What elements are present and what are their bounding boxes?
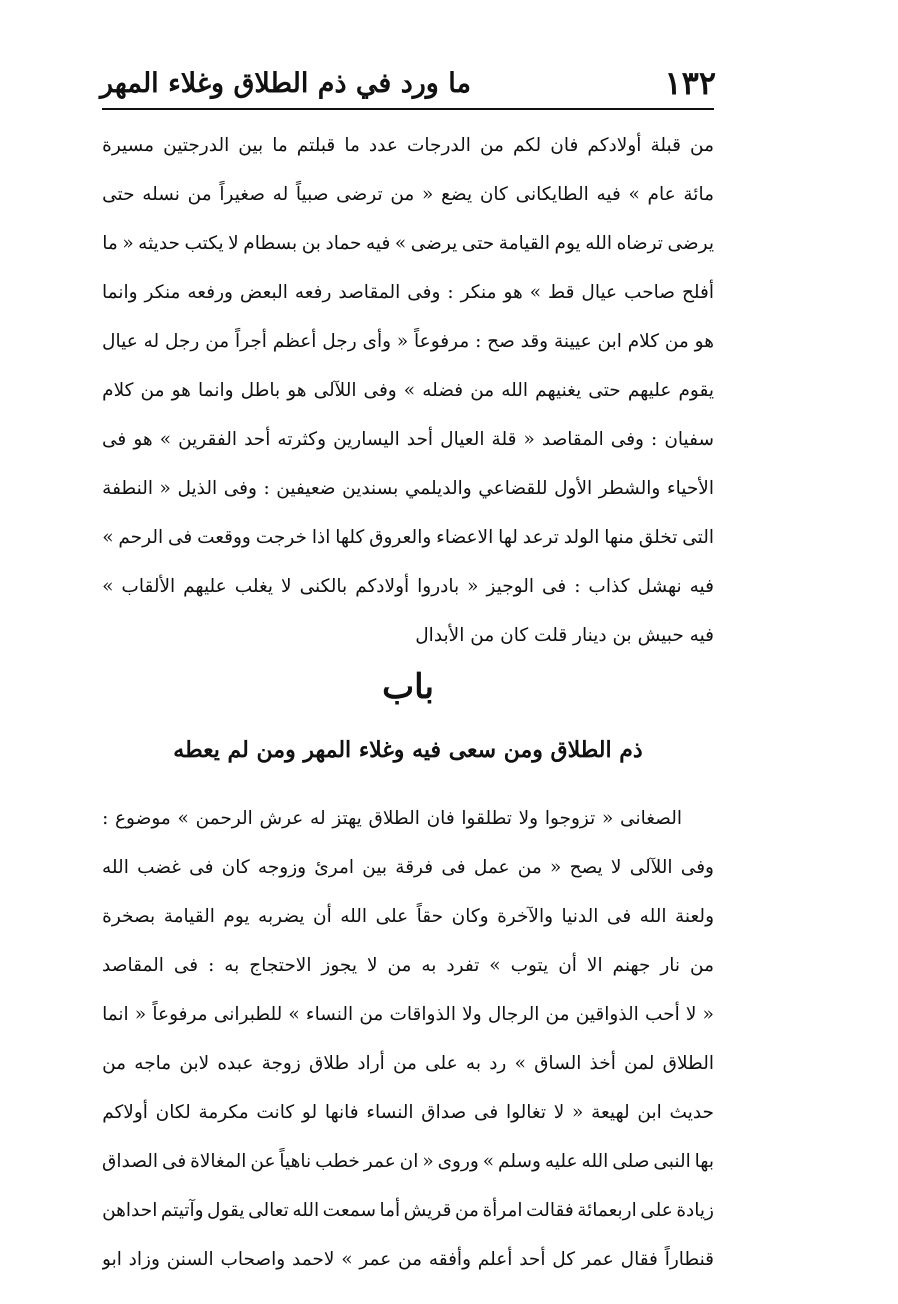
section-heading: باب (382, 667, 434, 707)
page-number: ١٣٢ (664, 64, 716, 102)
text-line: بها النبى صلى الله عليه وسلم » وروى « ان عمر خطب ناهياً عن المغالاة فى الصداق (102, 1151, 714, 1172)
header-rule (102, 108, 714, 110)
paragraph-1 (102, 121, 714, 660)
text-line: مائة عام » فيه الطايكانى كان يضع « من ترضى صبياً له صغيراً من نسله حتى (102, 184, 714, 205)
text-line: يرضى ترضاه الله يوم القيامة حتى يرضى » فيه حماد بن بسطام لا يكتب حديثه « ما (102, 233, 714, 254)
text-line: هو من كلام ابن عيينة وقد صح : مرفوعاً « وأى رجل أعظم أجراً من رجل له عيال (102, 331, 714, 352)
text-line: من نار جهنم الا أن يتوب » تفرد به من لا يجوز الاحتجاج به : فى المقاصد (102, 955, 714, 976)
text-line: فيه حبيش بن دينار قلت كان من الأبدال (415, 625, 714, 646)
text-line: من قبلة أولادكم فان لكم من الدرجات عدد ما قبلتم ما بين الدرجتين مسيرة (102, 135, 714, 156)
text-line: حديث ابن لهيعة « لا تغالوا فى صداق النساء فانها لو كانت مكرمة لكان أولاكم (102, 1102, 714, 1123)
text-line: « لا أحب الذواقين من الرجال ولا الذواقات من النساء » للطبرانى مرفوعاً « انما (102, 1004, 714, 1025)
text-line: الطلاق لمن أخذ الساق » رد به على من أراد طلاق زوجة عبده لابن ماجه من (102, 1053, 714, 1074)
paragraph-2 (102, 794, 714, 1284)
text-line: التى تخلق منها الولد ترعد لها الاعضاء والعروق كلها اذا خرجت ووقعت فى الرحم » (102, 527, 714, 548)
text-line: الصغانى « تزوجوا ولا تطلقوا فان الطلاق يهتز له عرش الرحمن » موضوع : (102, 808, 682, 829)
text-line: ولعنة الله فى الدنيا والآخرة وكان حقاً على الله أن يضربه يوم القيامة بصخرة (102, 906, 714, 927)
chapter-title: ذم الطلاق ومن سعى فيه وغلاء المهر ومن لم يعطه (173, 737, 643, 763)
text-line: زيادة على اربعمائة فقالت امرأة من قريش أما سمعت الله تعالى يقول وآتيتم احداهن (102, 1200, 714, 1221)
text-line: أفلح صاحب عيال قط » هو منكر : وفى المقاصد رفعه البعض ورفعه منكر وانما (102, 282, 714, 303)
text-line: يقوم عليهم حتى يغنيهم الله من فضله » وفى اللآلى هو باطل وانما هو من كلام (102, 380, 714, 401)
text-line: سفيان : وفى المقاصد « قلة العيال أحد اليسارين وكثرته أحد الفقرين » هو فى (102, 429, 714, 450)
page-header (100, 58, 716, 108)
text-line: فيه نهشل كذاب : فى الوجيز « بادروا أولادكم بالكنى لا يغلب عليهم الألقاب » (102, 576, 714, 597)
running-title: ما ورد في ذم الطلاق وغلاء المهر (100, 67, 471, 99)
text-line: وفى اللآلى لا يصح « من عمل فى فرقة بين امرئ وزوجه كان فى غضب الله (102, 857, 714, 878)
text-line: قنطاراً فقال عمر كل أحد أعلم وأفقه من عمر » لاحمد واصحاب السنن وزاد ابو (102, 1249, 714, 1270)
text-line: الأحياء والشطر الأول للقضاعي والديلمي بسندين ضعيفين : وفى الذيل « النطفة (102, 478, 714, 499)
